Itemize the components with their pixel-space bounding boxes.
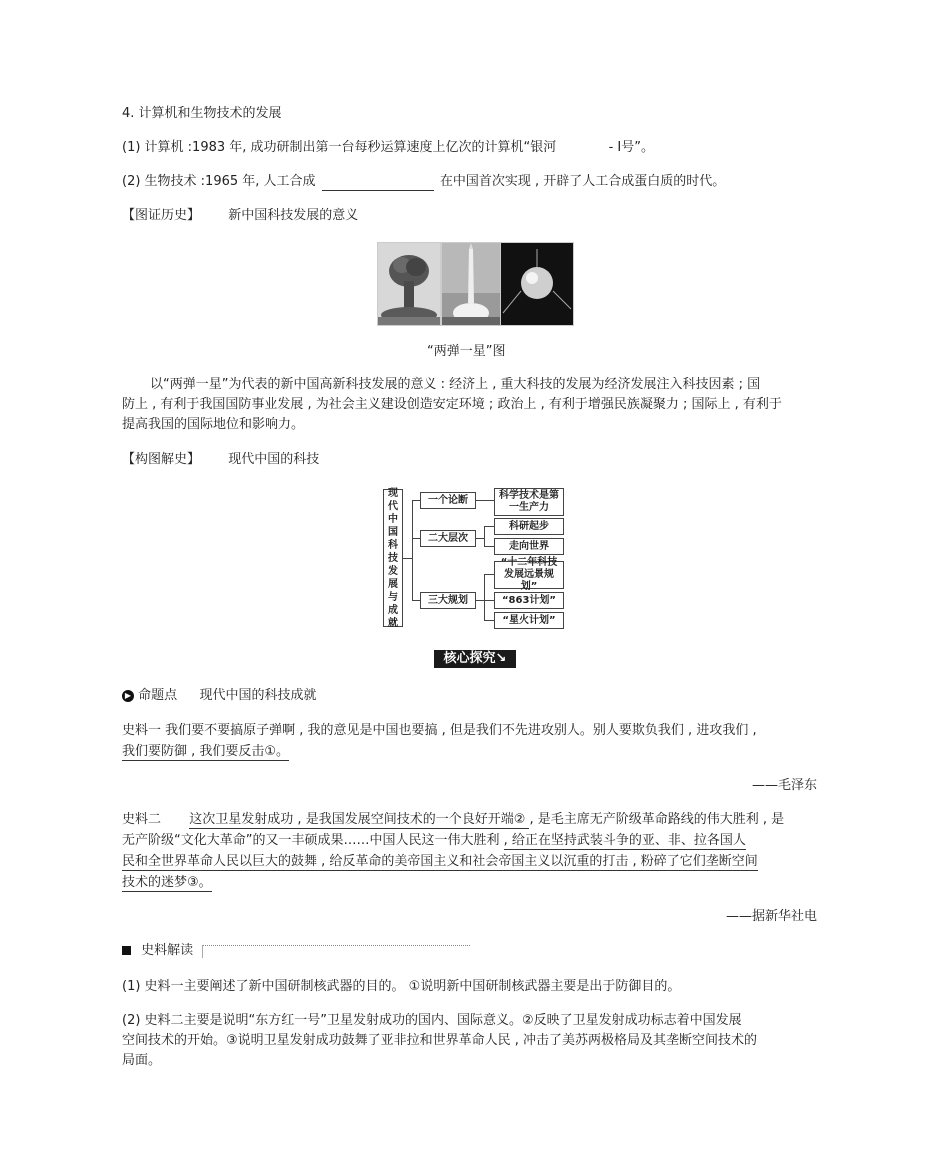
jiedu-label: 史料解读 bbox=[141, 943, 194, 958]
significance-line-2: 防上 , 有利于我国国防事业发展 , 为社会主义建设创造安定环境 ; 政治上 , 有利于增强民族凝聚力 ; 国际上 , 有利于 bbox=[122, 397, 782, 412]
source2-line-3 bbox=[122, 853, 758, 871]
source1-underlined: 我们要防御 , 我们要反击①。 bbox=[122, 744, 290, 759]
significance-line-3: 提高我国的国际地位和影响力。 bbox=[122, 417, 305, 432]
computer-text: (1) 计算机 :1983 年, 成功研制出第一台每秒运算速度上亿次的计算机“银河 bbox=[122, 140, 557, 155]
goutu-label: 【构图解史】 bbox=[122, 452, 201, 467]
source2-label: 史料二 bbox=[122, 812, 162, 827]
connector bbox=[412, 538, 420, 539]
diagram-leaf-productivity: 科学技术是第一生产力 bbox=[494, 488, 564, 516]
interpretation-2-line-1: (2) 史料二主要是说明“东方红一号”卫星发射成功的国内、国际意义。②反映了卫星发射成功标志着中国发展 bbox=[122, 1013, 742, 1028]
source2-underlined: 技术的迷梦③。 bbox=[122, 875, 212, 890]
interpretation-1: (1) 史料一主要阐述了新中国研制核武器的目的。 ①说明新中国研制核武器主要是出于防御目的。 bbox=[122, 979, 681, 994]
connector bbox=[476, 538, 484, 539]
connector bbox=[476, 600, 484, 601]
source2-text: 无产阶级“文化大革命”的又一丰硕成果……中国人民这一伟大胜利 bbox=[122, 833, 504, 848]
tuzheng-label: 【图证历史】 bbox=[122, 208, 201, 223]
diagram-leaf-world: 走向世界 bbox=[494, 538, 564, 555]
source2-text: , 是毛主席无产阶级革命路线的伟大胜利 , 是 bbox=[529, 812, 785, 827]
connector bbox=[484, 546, 494, 547]
tuzheng-heading bbox=[122, 207, 358, 225]
source1-line-2 bbox=[122, 743, 289, 761]
goutu-title: 现代中国的科技 bbox=[228, 452, 320, 467]
nuclear-explosion-photo bbox=[377, 242, 441, 326]
diagram-leaf-twelve-year: “十二年科技发展远景规划” bbox=[494, 561, 564, 589]
source2-underlined: 民和全世界革命人民以巨大的鼓舞 , 给反革命的美帝国主义和社会帝国主义以沉重的打击 , 粉碎了它们垄断空间 bbox=[122, 854, 758, 869]
bio-text: (2) 生物技术 :1965 年, 人工合成 bbox=[122, 174, 316, 189]
interpretation-2-line-3: 局面。 bbox=[122, 1053, 162, 1068]
mingti-label: 命题点 bbox=[138, 688, 178, 703]
diagram-leaf-spark: “星火计划” bbox=[494, 612, 564, 629]
source2-line-4 bbox=[122, 874, 212, 892]
source2-line-1 bbox=[122, 811, 784, 829]
interpretation-2-line-2: 空间技术的开始。③说明卫星发射成功鼓舞了亚非拉和世界革命人民 , 冲击了美苏两极格局及其垄断空间技术的 bbox=[122, 1033, 758, 1048]
dotted-divider bbox=[202, 945, 470, 958]
source2-attribution: ——据新华社电 bbox=[726, 909, 818, 924]
diagram-node-three: 三大规划 bbox=[420, 592, 476, 609]
connector bbox=[412, 500, 413, 600]
source2-underlined: , 给正在坚持武装斗争的亚、非、拉各国人 bbox=[503, 833, 746, 848]
connector bbox=[484, 526, 485, 546]
significance-line-1: 以“两弹一星”为代表的新中国高新科技发展的意义 : 经济上 , 重大科技的发展为经济发展注入科技因素 ; 国 bbox=[150, 377, 761, 392]
computer-line bbox=[122, 139, 654, 157]
play-icon: ▶ bbox=[122, 690, 134, 702]
bio-text-end: 在中国首次实现 , 开辟了人工合成蛋白质的时代。 bbox=[439, 174, 726, 189]
computer-text-end: - Ⅰ号”。 bbox=[608, 140, 654, 155]
mingti-heading bbox=[122, 687, 316, 705]
missile-launch-photo bbox=[441, 242, 501, 326]
photo-caption: “两弹一星”图 bbox=[427, 344, 506, 359]
diagram-leaf-start: 科研起步 bbox=[494, 518, 564, 535]
diagram-node-two: 二大层次 bbox=[420, 530, 476, 547]
connector bbox=[412, 500, 420, 501]
source2-line-2 bbox=[122, 832, 746, 850]
source1-attribution: ——毛泽东 bbox=[752, 778, 818, 793]
source1-line-1: 史料一 我们要不要搞原子弹啊 , 我的意见是中国也要搞 , 但是我们不先进攻别人。别人要欺负我们 , 进攻我们 , bbox=[122, 723, 757, 738]
connector bbox=[476, 500, 494, 501]
goutu-heading bbox=[122, 451, 319, 469]
diagram-node-one: 一个论断 bbox=[420, 492, 476, 509]
jiedu-heading bbox=[122, 942, 193, 960]
connector bbox=[484, 574, 485, 620]
satellite-photo bbox=[500, 242, 574, 326]
source2-underlined: 这次卫星发射成功 , 是我国发展空间技术的一个良好开端② bbox=[189, 812, 530, 827]
fill-blank bbox=[322, 176, 434, 191]
connector bbox=[484, 620, 494, 621]
section-title: 4. 计算机和生物技术的发展 bbox=[122, 106, 282, 121]
connector bbox=[412, 600, 420, 601]
core-inquiry-banner: 核心探究↘ bbox=[434, 650, 516, 668]
connector bbox=[484, 526, 494, 527]
diagram-root: 现代中国科技发展与成就 bbox=[383, 489, 403, 627]
tuzheng-title: 新中国科技发展的意义 bbox=[228, 208, 359, 223]
square-bullet-icon bbox=[122, 946, 131, 955]
diagram-leaf-863: “863计划” bbox=[494, 592, 564, 609]
connector bbox=[484, 574, 494, 575]
mingti-title: 现代中国的科技成就 bbox=[199, 688, 317, 703]
connector bbox=[484, 600, 494, 601]
connector bbox=[403, 558, 412, 559]
bio-line bbox=[122, 173, 725, 191]
